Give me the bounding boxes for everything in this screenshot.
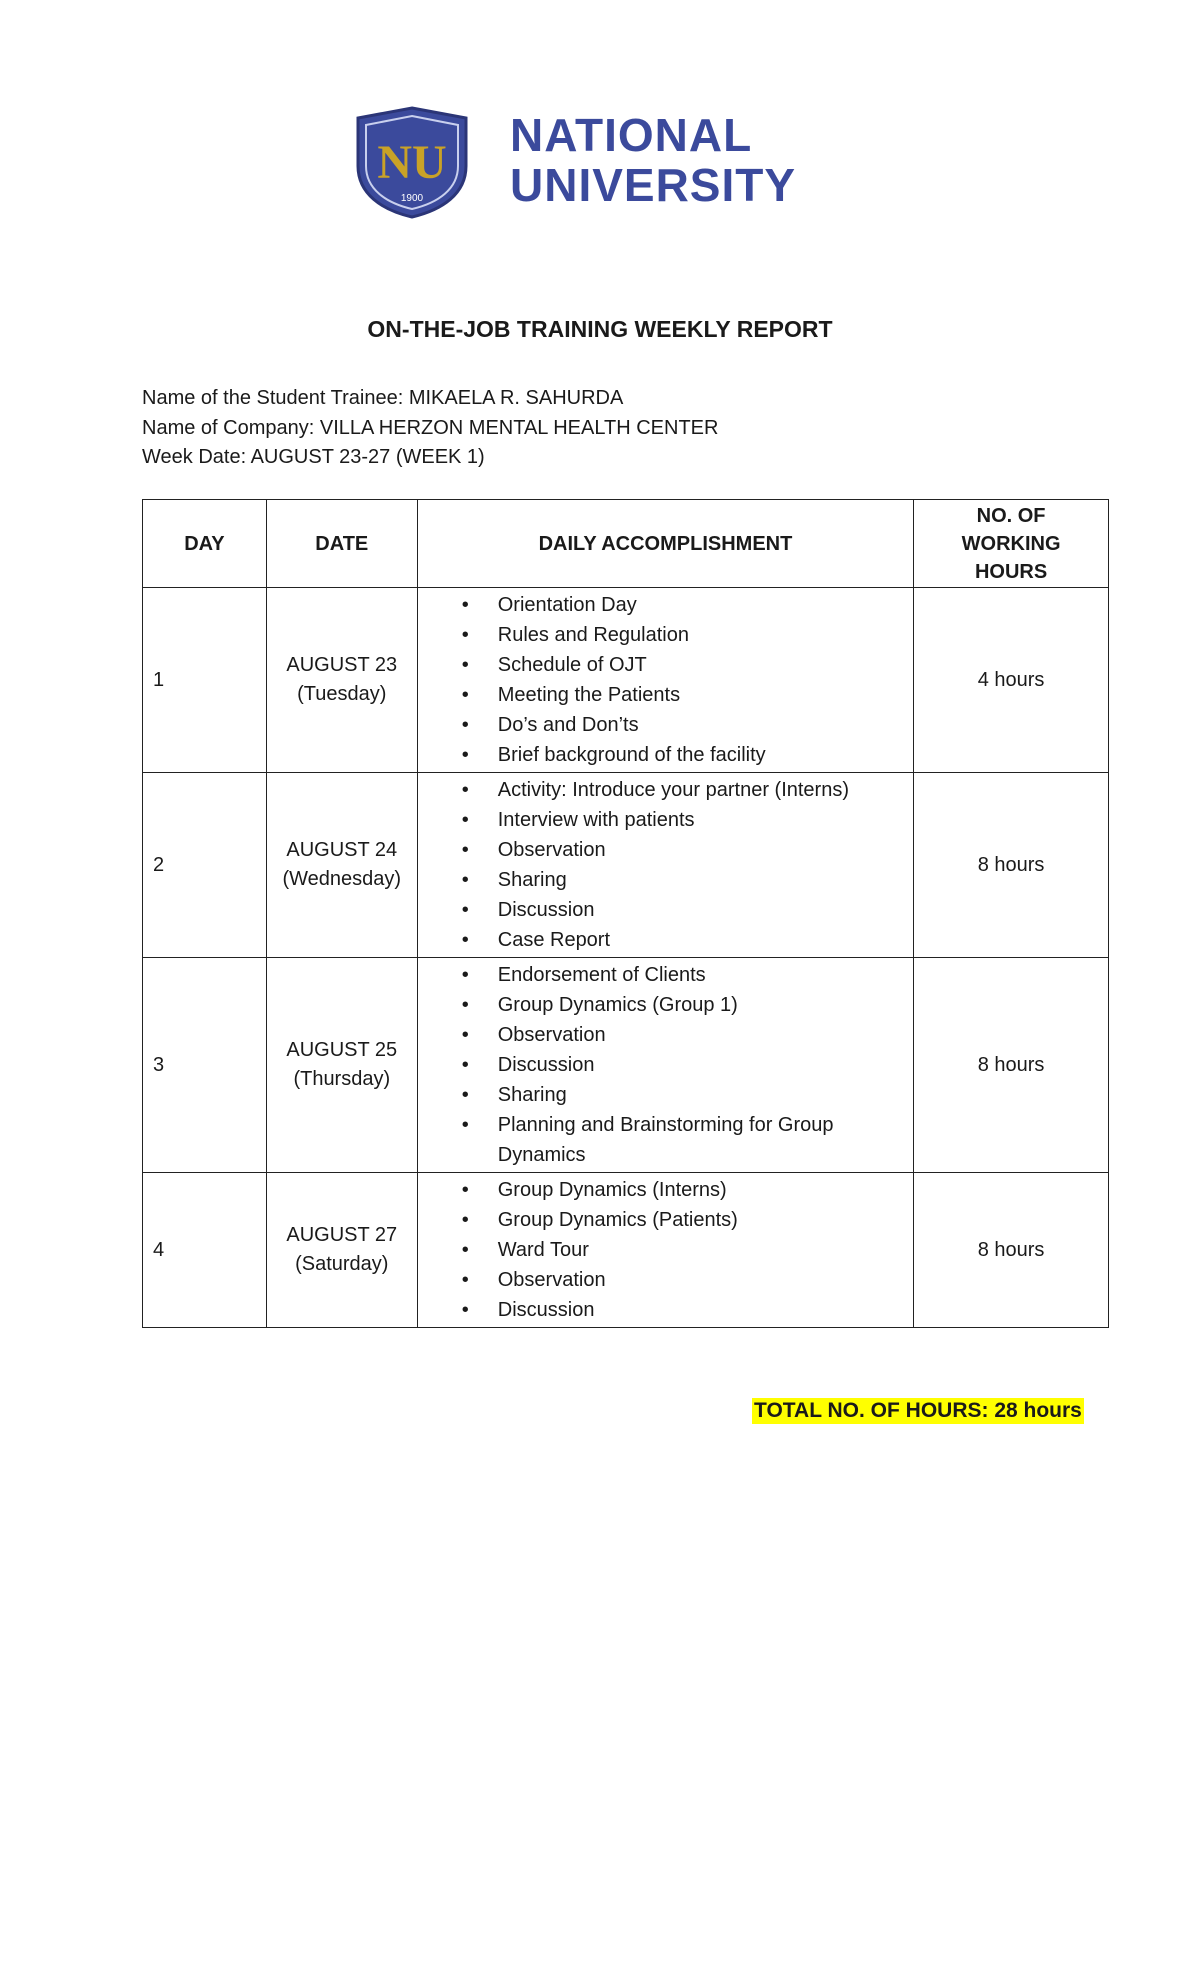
list-item: • Brief background of the facility bbox=[418, 740, 913, 770]
list-item: • Schedule of OJT bbox=[418, 650, 913, 680]
nu-shield-icon bbox=[350, 104, 474, 220]
logo-text-line1: NATIONAL bbox=[510, 109, 753, 161]
list-item: • Discussion bbox=[418, 895, 913, 925]
logo-wordmark bbox=[510, 110, 796, 210]
list-item: • Discussion bbox=[418, 1050, 913, 1080]
list-item: • Discussion bbox=[418, 1295, 913, 1325]
report-title: ON-THE-JOB TRAINING WEEKLY REPORT bbox=[367, 316, 833, 342]
row-day: 1 bbox=[143, 588, 267, 773]
header-day: DAY bbox=[143, 500, 267, 588]
row-date bbox=[266, 588, 417, 773]
row-date-line1: AUGUST 27 bbox=[286, 1224, 398, 1246]
table-row bbox=[143, 588, 1109, 773]
list-item: • Sharing bbox=[418, 865, 913, 895]
table-header-row bbox=[143, 500, 1109, 588]
list-item: • Orientation Day bbox=[418, 590, 913, 620]
row-date-line2: (Thursday) bbox=[293, 1068, 391, 1090]
weekly-report-table bbox=[142, 499, 1109, 1328]
row-hours: 8 hours bbox=[914, 958, 1109, 1173]
list-item: • Rules and Regulation bbox=[418, 620, 913, 650]
list-item: • Observation bbox=[418, 1020, 913, 1050]
row-accomplishments bbox=[417, 773, 913, 958]
row-day: 4 bbox=[143, 1173, 267, 1328]
row-date-line1: AUGUST 24 bbox=[286, 839, 398, 861]
row-hours: 8 hours bbox=[914, 773, 1109, 958]
report-info bbox=[142, 384, 718, 473]
row-accomplishments bbox=[417, 958, 913, 1173]
header-hours-line2: WORKING bbox=[961, 532, 1061, 555]
list-item: • Observation bbox=[418, 1265, 913, 1295]
row-date-line2: (Wednesday) bbox=[282, 868, 402, 890]
list-item: • Do’s and Don’ts bbox=[418, 710, 913, 740]
list-item: • Case Report bbox=[418, 925, 913, 955]
list-item: • Interview with patients bbox=[418, 805, 913, 835]
total-hours: TOTAL NO. OF HOURS: 28 hours bbox=[754, 1399, 1082, 1422]
list-item: • Sharing bbox=[418, 1080, 913, 1110]
list-item: • Activity: Introduce your partner (Interns) bbox=[418, 775, 913, 805]
list-item: • Planning and Brainstorming for Group Dynamics bbox=[418, 1110, 913, 1170]
row-date bbox=[266, 958, 417, 1173]
row-date-line1: AUGUST 25 bbox=[286, 1039, 398, 1061]
list-item: • Meeting the Patients bbox=[418, 680, 913, 710]
row-accomplishments bbox=[417, 1173, 913, 1328]
table-row bbox=[143, 1173, 1109, 1328]
trainee-name-line: Name of the Student Trainee: MIKAELA R. SAHURDA bbox=[142, 387, 624, 409]
header-hours-line1: NO. OF bbox=[976, 504, 1046, 527]
list-item: • Ward Tour bbox=[418, 1235, 913, 1265]
logo-emblem-letters: NU bbox=[377, 136, 447, 189]
header-accomplishment: DAILY ACCOMPLISHMENT bbox=[417, 500, 913, 588]
row-date bbox=[266, 1173, 417, 1328]
row-hours: 4 hours bbox=[914, 588, 1109, 773]
list-item: • Group Dynamics (Group 1) bbox=[418, 990, 913, 1020]
row-accomplishments bbox=[417, 588, 913, 773]
list-item: • Group Dynamics (Patients) bbox=[418, 1205, 913, 1235]
logo-text-line2: UNIVERSITY bbox=[510, 159, 797, 211]
row-date-line2: (Tuesday) bbox=[297, 683, 387, 705]
company-name-line: Name of Company: VILLA HERZON MENTAL HEALTH CENTER bbox=[142, 416, 719, 439]
row-date-line1: AUGUST 23 bbox=[286, 654, 398, 676]
table-row bbox=[143, 958, 1109, 1173]
list-item: • Group Dynamics (Interns) bbox=[418, 1175, 913, 1205]
row-hours: 8 hours bbox=[914, 1173, 1109, 1328]
header-hours-line3: HOURS bbox=[974, 560, 1048, 583]
header-hours bbox=[914, 500, 1109, 588]
list-item: • Endorsement of Clients bbox=[418, 960, 913, 990]
header-date: DATE bbox=[266, 500, 417, 588]
row-date bbox=[266, 773, 417, 958]
logo-emblem-year: 1900 bbox=[400, 193, 424, 204]
row-date-line2: (Saturday) bbox=[295, 1253, 389, 1275]
table-row bbox=[143, 773, 1109, 958]
row-day: 2 bbox=[143, 773, 267, 958]
row-day: 3 bbox=[143, 958, 267, 1173]
week-date-line: Week Date: AUGUST 23-27 (WEEK 1) bbox=[142, 446, 485, 468]
list-item: • Observation bbox=[418, 835, 913, 865]
university-logo bbox=[350, 104, 870, 220]
